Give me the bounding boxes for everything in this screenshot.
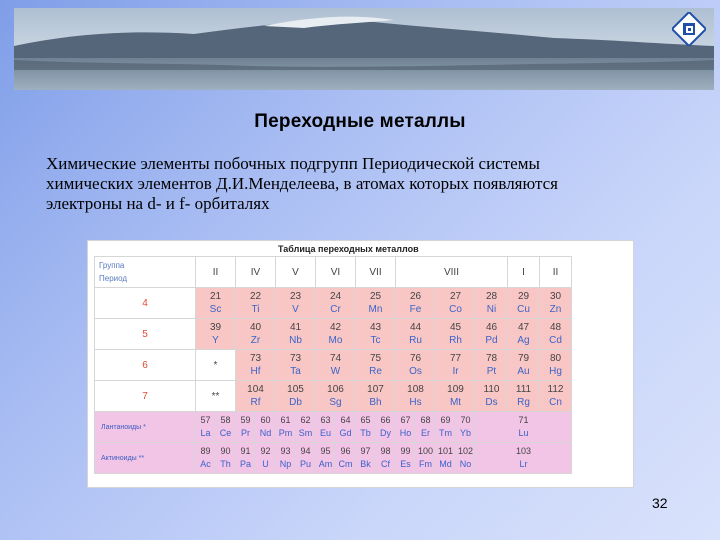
description-line: Химические элементы побочных подгрупп Периодической системы	[46, 154, 540, 173]
atomic-number: 44	[409, 322, 422, 333]
description-line: электроны на d- и f- орбиталях	[46, 194, 270, 213]
element-cell	[436, 288, 476, 319]
atomic-number: 107	[367, 384, 384, 395]
atomic-number: 22	[249, 291, 262, 302]
table-title: Таблица переходных металлов	[278, 244, 419, 254]
element-cell	[216, 412, 236, 443]
element-symbol: Zn	[549, 304, 562, 315]
atomic-number: 58	[220, 415, 231, 425]
atomic-number: 21	[209, 291, 222, 302]
atomic-number: 108	[407, 384, 424, 395]
group-label: Группа	[99, 261, 125, 270]
group-period-label	[95, 257, 196, 288]
element-cell	[296, 412, 316, 443]
atomic-number: 40	[249, 322, 262, 333]
element-cell	[508, 350, 540, 381]
atomic-number: 75	[369, 353, 382, 364]
atomic-number: 103	[515, 446, 532, 456]
atomic-number: 42	[329, 322, 342, 333]
element-cell	[236, 288, 276, 319]
element-cell	[356, 319, 396, 350]
description	[46, 154, 686, 214]
atomic-number: 64	[340, 415, 351, 425]
actinides-label: Актиноиды **	[95, 443, 196, 474]
element-symbol: Eu	[319, 428, 331, 438]
atomic-number: 71	[518, 415, 529, 425]
element-cell	[256, 412, 276, 443]
element-cell	[316, 319, 356, 350]
atomic-number: 98	[380, 446, 391, 456]
element-cell	[508, 381, 540, 412]
atomic-number: 45	[449, 322, 462, 333]
element-symbol: Ir	[452, 366, 459, 377]
element-symbol: Ta	[290, 366, 301, 377]
element-cell	[396, 443, 416, 474]
element-cell	[316, 350, 356, 381]
group-header: VII	[356, 257, 396, 288]
element-symbol: Cn	[549, 397, 562, 408]
element-symbol: Lr	[519, 459, 528, 469]
atomic-number: 26	[409, 291, 422, 302]
atomic-number: 48	[549, 322, 562, 333]
element-cell	[316, 288, 356, 319]
element-cell	[256, 443, 276, 474]
element-symbol: Nb	[289, 335, 302, 346]
atomic-number: 66	[380, 415, 391, 425]
element-cell	[456, 443, 476, 474]
element-cell	[296, 443, 316, 474]
group-header: V	[276, 257, 316, 288]
element-cell	[416, 412, 436, 443]
element-symbol: Db	[289, 397, 302, 408]
atomic-number: 39	[209, 322, 222, 333]
atomic-number: 73	[289, 353, 302, 364]
atomic-number: 102	[457, 446, 474, 456]
element-symbol: Mo	[328, 335, 343, 346]
atomic-number: 110	[483, 384, 500, 395]
element-cell	[336, 412, 356, 443]
element-cell	[316, 381, 356, 412]
element-cell	[196, 443, 216, 474]
atomic-number: 30	[549, 291, 562, 302]
atomic-number: 96	[340, 446, 351, 456]
description-line: химических элементов Д.И.Менделеева, в атомах которых появляются	[46, 174, 558, 193]
element-cell	[356, 288, 396, 319]
element-symbol: Md	[439, 459, 452, 469]
element-symbol: Re	[369, 366, 382, 377]
element-cell	[456, 412, 476, 443]
atomic-number: 65	[360, 415, 371, 425]
element-symbol: Ac	[200, 459, 211, 469]
slide-title: Переходные металлы	[254, 111, 466, 132]
element-symbol: Ag	[517, 335, 530, 346]
atomic-number: 70	[460, 415, 471, 425]
element-cell	[376, 443, 396, 474]
element-symbol: Rg	[517, 397, 530, 408]
element-cell	[236, 443, 256, 474]
element-symbol: Sm	[298, 428, 313, 438]
element-symbol: Ru	[409, 335, 422, 346]
atomic-number: 111	[515, 384, 532, 395]
element-symbol: Zr	[250, 335, 261, 346]
atomic-number: 24	[329, 291, 342, 302]
element-symbol: Yb	[459, 428, 471, 438]
element-symbol: Ti	[251, 304, 260, 315]
atomic-number: 77	[449, 353, 462, 364]
group-header: II	[540, 257, 572, 288]
element-symbol: Hs	[409, 397, 422, 408]
element-symbol: W	[330, 366, 341, 377]
slide-number: 32	[652, 495, 668, 511]
atomic-number: 23	[289, 291, 302, 302]
atomic-number: 95	[320, 446, 331, 456]
element-symbol: Er	[421, 428, 430, 438]
element-symbol: Nd	[259, 428, 272, 438]
element-cell	[436, 350, 476, 381]
element-symbol: La	[200, 428, 211, 438]
atomic-number: 67	[400, 415, 411, 425]
lanthanides-label: Лантаноиды *	[95, 412, 196, 443]
period-number: 7	[95, 381, 196, 412]
atomic-number: 92	[260, 446, 271, 456]
element-symbol: Ce	[219, 428, 232, 438]
atomic-number: 29	[517, 291, 530, 302]
period-number: 5	[95, 319, 196, 350]
element-cell	[276, 319, 316, 350]
group-header: VI	[316, 257, 356, 288]
element-cell	[276, 381, 316, 412]
element-symbol: Mt	[449, 397, 462, 408]
element-cell	[276, 443, 296, 474]
element-symbol: Y	[212, 335, 219, 346]
element-symbol: Co	[449, 304, 462, 315]
atomic-number: 63	[320, 415, 331, 425]
element-symbol: Am	[318, 459, 333, 469]
element-symbol: Tm	[439, 428, 452, 438]
atomic-number: 91	[240, 446, 251, 456]
element-cell	[540, 319, 572, 350]
element-cell	[508, 288, 540, 319]
period-number: 4	[95, 288, 196, 319]
element-cell	[476, 288, 508, 319]
atomic-number: 97	[360, 446, 371, 456]
element-cell	[436, 443, 456, 474]
element-cell	[476, 443, 572, 474]
atomic-number: 74	[329, 353, 342, 364]
element-symbol: Ho	[399, 428, 412, 438]
element-cell	[356, 443, 376, 474]
element-cell	[416, 443, 436, 474]
element-cell	[356, 412, 376, 443]
element-cell	[356, 350, 396, 381]
atomic-number: 109	[447, 384, 464, 395]
element-symbol: Fe	[409, 304, 422, 315]
element-symbol: Pu	[299, 459, 311, 469]
atomic-number: 62	[300, 415, 311, 425]
group-header: IV	[236, 257, 276, 288]
element-symbol: Rh	[449, 335, 462, 346]
element-symbol: Hf	[250, 366, 261, 377]
element-cell	[356, 381, 396, 412]
element-cell	[236, 319, 276, 350]
element-symbol: Pt	[486, 366, 497, 377]
atomic-number: 47	[517, 322, 530, 333]
element-symbol: Sc	[209, 304, 222, 315]
element-cell	[476, 350, 508, 381]
atomic-number: 76	[409, 353, 422, 364]
atomic-number: 69	[440, 415, 451, 425]
element-symbol: Rf	[250, 397, 261, 408]
element-symbol: Th	[220, 459, 231, 469]
atomic-number: 27	[449, 291, 462, 302]
element-symbol: Pd	[485, 335, 498, 346]
periodic-table	[94, 256, 572, 474]
element-cell	[196, 412, 216, 443]
atomic-number: 104	[247, 384, 264, 395]
element-cell	[436, 319, 476, 350]
atomic-number: 100	[417, 446, 434, 456]
group-header: II	[196, 257, 236, 288]
element-symbol: Pa	[239, 459, 251, 469]
element-symbol: Cu	[517, 304, 530, 315]
atomic-number: 78	[485, 353, 498, 364]
element-symbol: Es	[400, 459, 411, 469]
element-symbol: Cf	[381, 459, 390, 469]
atomic-number: 105	[287, 384, 304, 395]
element-cell	[508, 319, 540, 350]
element-cell	[396, 288, 436, 319]
element-cell	[276, 412, 296, 443]
atomic-number: 46	[485, 322, 498, 333]
element-symbol: Dy	[380, 428, 391, 438]
element-symbol: Cm	[338, 459, 353, 469]
landscape-banner	[14, 8, 714, 90]
atomic-number: 43	[369, 322, 382, 333]
logo-icon	[672, 12, 706, 46]
transition-metals-table	[87, 240, 634, 488]
element-cell	[436, 412, 456, 443]
element-cell	[276, 350, 316, 381]
atomic-number: 61	[280, 415, 291, 425]
group-header: I	[508, 257, 540, 288]
atomic-number: 93	[280, 446, 291, 456]
element-symbol: Pm	[278, 428, 293, 438]
element-cell	[196, 288, 236, 319]
element-symbol: Np	[279, 459, 292, 469]
atomic-number: 89	[200, 446, 211, 456]
element-symbol: Tb	[360, 428, 371, 438]
atomic-number: 73	[249, 353, 262, 364]
element-symbol: Tc	[370, 335, 381, 346]
series-marker: **	[196, 381, 236, 412]
element-symbol: No	[459, 459, 472, 469]
element-symbol: Gd	[339, 428, 352, 438]
element-symbol: V	[292, 304, 299, 315]
element-cell	[316, 443, 336, 474]
element-symbol: U	[262, 459, 269, 469]
element-cell	[236, 381, 276, 412]
element-cell	[236, 412, 256, 443]
element-symbol: Au	[517, 366, 530, 377]
element-symbol: Cr	[330, 304, 341, 315]
atomic-number: 60	[260, 415, 271, 425]
element-cell	[540, 381, 572, 412]
element-cell	[476, 319, 508, 350]
atomic-number: 90	[220, 446, 231, 456]
atomic-number: 41	[289, 322, 302, 333]
element-symbol: Cd	[549, 335, 562, 346]
atomic-number: 94	[300, 446, 311, 456]
element-symbol: Fm	[419, 459, 432, 469]
element-cell	[336, 443, 356, 474]
atomic-number: 79	[517, 353, 530, 364]
element-cell	[216, 443, 236, 474]
atomic-number: 112	[547, 384, 564, 395]
atomic-number: 101	[437, 446, 454, 456]
element-cell	[236, 350, 276, 381]
element-symbol: Bk	[360, 459, 371, 469]
element-symbol: Hg	[549, 366, 562, 377]
element-cell	[276, 288, 316, 319]
element-symbol: Os	[409, 366, 422, 377]
element-cell	[476, 381, 508, 412]
element-cell	[396, 319, 436, 350]
element-cell	[196, 319, 236, 350]
element-symbol: Pr	[241, 428, 250, 438]
element-cell	[396, 412, 416, 443]
atomic-number: 25	[369, 291, 382, 302]
element-cell	[476, 412, 572, 443]
element-symbol: Bh	[369, 397, 382, 408]
element-cell	[540, 350, 572, 381]
element-symbol: Ds	[485, 397, 498, 408]
atomic-number: 57	[200, 415, 211, 425]
element-cell	[540, 288, 572, 319]
atomic-number: 28	[485, 291, 498, 302]
element-symbol: Ni	[486, 304, 497, 315]
element-cell	[396, 381, 436, 412]
atomic-number: 80	[549, 353, 562, 364]
atomic-number: 68	[420, 415, 431, 425]
period-number: 6	[95, 350, 196, 381]
element-cell	[396, 350, 436, 381]
atomic-number: 59	[240, 415, 251, 425]
element-symbol: Sg	[329, 397, 342, 408]
element-symbol: Lu	[518, 428, 529, 438]
group-header: VIII	[396, 257, 508, 288]
element-symbol: Mn	[368, 304, 383, 315]
period-label: Период	[99, 274, 128, 283]
series-marker: *	[196, 350, 236, 381]
element-cell	[436, 381, 476, 412]
element-cell	[316, 412, 336, 443]
element-cell	[376, 412, 396, 443]
atomic-number: 106	[327, 384, 344, 395]
atomic-number: 99	[400, 446, 411, 456]
